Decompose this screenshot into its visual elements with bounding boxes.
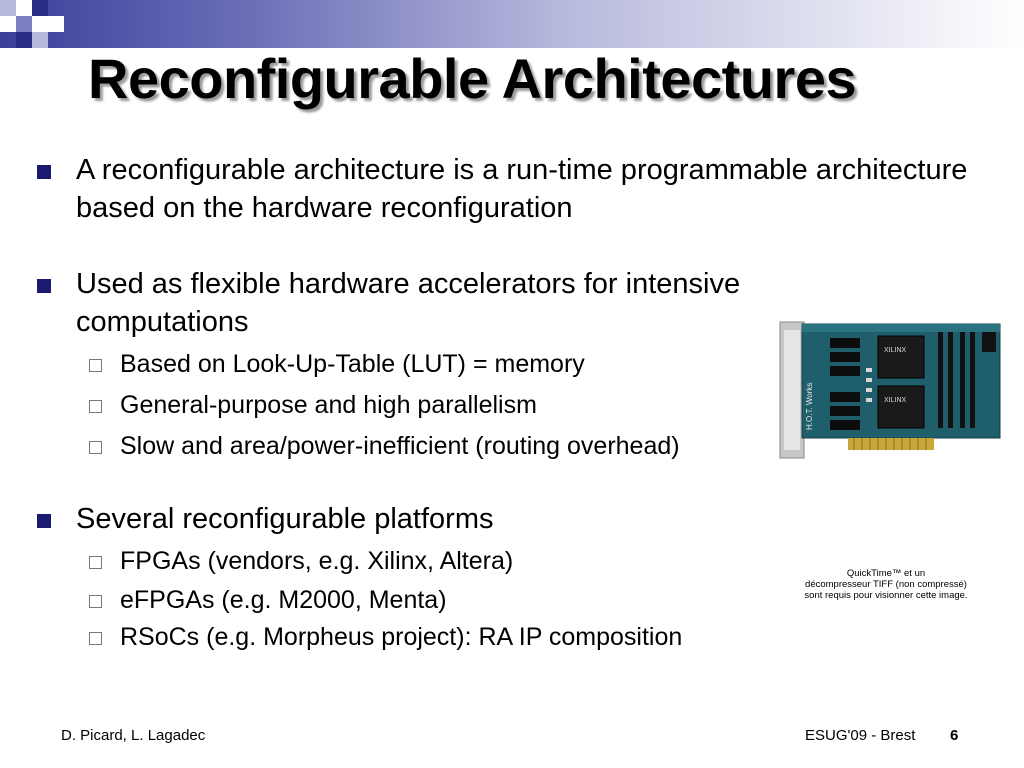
notice-line: décompresseur TIFF (non compressé)	[805, 579, 967, 590]
bullet-text: Several reconfigurable platforms	[76, 503, 494, 535]
square-bullet-icon	[37, 165, 51, 179]
sub-bullet-text: FPGAs (vendors, e.g. Xilinx, Altera)	[120, 547, 514, 575]
notice-line: sont requis pour visionner cette image.	[804, 590, 968, 601]
sub-bullet-text: General-purpose and high parallelism	[120, 391, 537, 419]
decor-square	[16, 32, 32, 48]
decor-square	[0, 16, 16, 32]
hollow-square-icon	[89, 556, 102, 569]
decor-square	[32, 0, 48, 16]
chip-label: XILINX	[884, 397, 907, 404]
notice-line: QuickTime™ et un	[846, 568, 926, 579]
slide-title: Reconfigurable Architectures	[88, 47, 857, 110]
decor-square	[48, 16, 64, 32]
chip-label: XILINX	[884, 347, 907, 354]
header-gradient-bar	[0, 0, 1024, 48]
decor-square	[32, 16, 48, 32]
page-number: 6	[950, 727, 959, 744]
hollow-square-icon	[89, 595, 102, 608]
sub-bullet-text: eFPGAs (e.g. M2000, Menta)	[120, 586, 447, 614]
image-placeholder-notice	[796, 568, 976, 601]
decor-square	[16, 16, 32, 32]
board-brand-label: H.O.T. Works	[805, 382, 814, 430]
decor-square	[16, 0, 32, 16]
sub-bullet-text: Based on Look-Up-Table (LUT) = memory	[120, 350, 585, 378]
hollow-square-icon	[89, 632, 102, 645]
decor-square	[32, 48, 48, 64]
footer-event: ESUG'09 - Brest	[805, 727, 916, 744]
bullet-text: A reconfigurable architecture is a run-time programmable architecture based on the hardware reconfiguration	[76, 154, 968, 224]
hollow-square-icon	[89, 400, 102, 413]
bullet-text: Used as flexible hardware accelerators for intensive computations	[76, 268, 741, 338]
sub-bullet-text: RSoCs (e.g. Morpheus project): RA IP composition	[120, 623, 683, 651]
square-bullet-icon	[37, 514, 51, 528]
footer-authors: D. Picard, L. Lagadec	[61, 727, 206, 744]
square-bullet-icon	[37, 279, 51, 293]
fpga-board-image	[778, 320, 1003, 462]
hollow-square-icon	[89, 441, 102, 454]
decor-square	[32, 32, 48, 48]
decor-square	[0, 0, 16, 16]
hollow-square-icon	[89, 359, 102, 372]
sub-bullet-text: Slow and area/power-inefficient (routing overhead)	[120, 432, 680, 460]
